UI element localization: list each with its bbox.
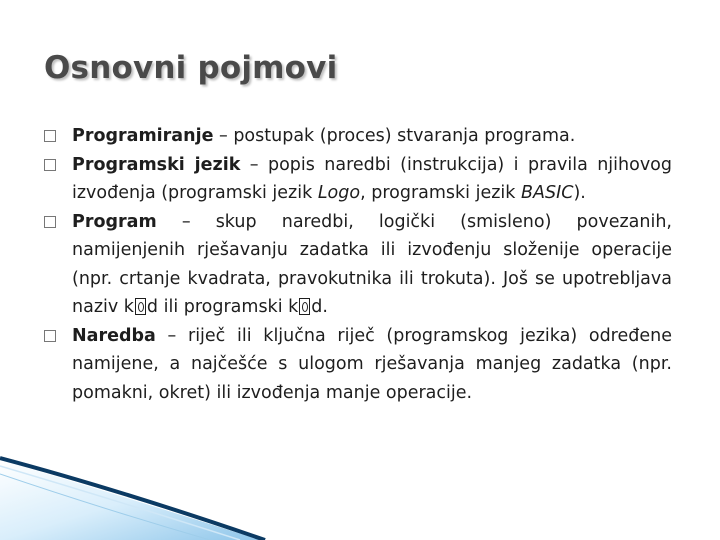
definition-part: , programski jezik: [360, 183, 521, 203]
definition-part: – skup naredbi, logički (smisleno) povezanih, namijenjenih rješavanju zadatka ili izvođenju složenije operacije (npr. crtanje kvadrata, pravokutnika ili trokuta). Još se upotrebljava naziv k: [72, 211, 672, 317]
missing-glyph-icon: [299, 298, 310, 315]
language-name: Logo: [317, 183, 361, 203]
decorative-corner-graphic: [0, 440, 720, 540]
definition-part: d: [311, 297, 323, 317]
bullet-list: [44, 122, 672, 407]
missing-glyph-icon: [135, 298, 146, 315]
term: Program: [72, 211, 157, 232]
definition-part: – popis naredbi (instrukcija) i pravila njihovog izvođenja (programski jezik: [72, 154, 672, 203]
light-wave-shape: [0, 460, 260, 540]
list-item-naredba: [44, 322, 672, 408]
checkbox-bullet-icon: [44, 130, 56, 142]
checkbox-bullet-icon: [44, 159, 56, 171]
definition-part: .: [322, 297, 328, 317]
term: Programski jezik: [72, 154, 241, 175]
term: Programiranje: [72, 126, 214, 146]
term: Naredba: [72, 325, 156, 346]
definition: – postupak (proces) stvaranja programa.: [213, 126, 576, 146]
list-item-program: [44, 208, 672, 322]
list-item-programiranje: [44, 122, 672, 151]
list-item-programski-jezik: [44, 151, 672, 208]
definition: – riječ ili ključna riječ (programskog jezika) određene namijene, a najčešće s ulogom rješavanja manjeg zadatka (npr. pomakni, okret) ili izvođenja manje operacije.: [72, 325, 672, 403]
language-name: BASIC: [520, 183, 574, 203]
definition-part: ).: [573, 183, 586, 203]
checkbox-bullet-icon: [44, 330, 56, 342]
definition-part: d ili programski k: [146, 297, 299, 317]
slide-title: Osnovni pojmovi: [44, 50, 338, 86]
checkbox-bullet-icon: [44, 216, 56, 228]
